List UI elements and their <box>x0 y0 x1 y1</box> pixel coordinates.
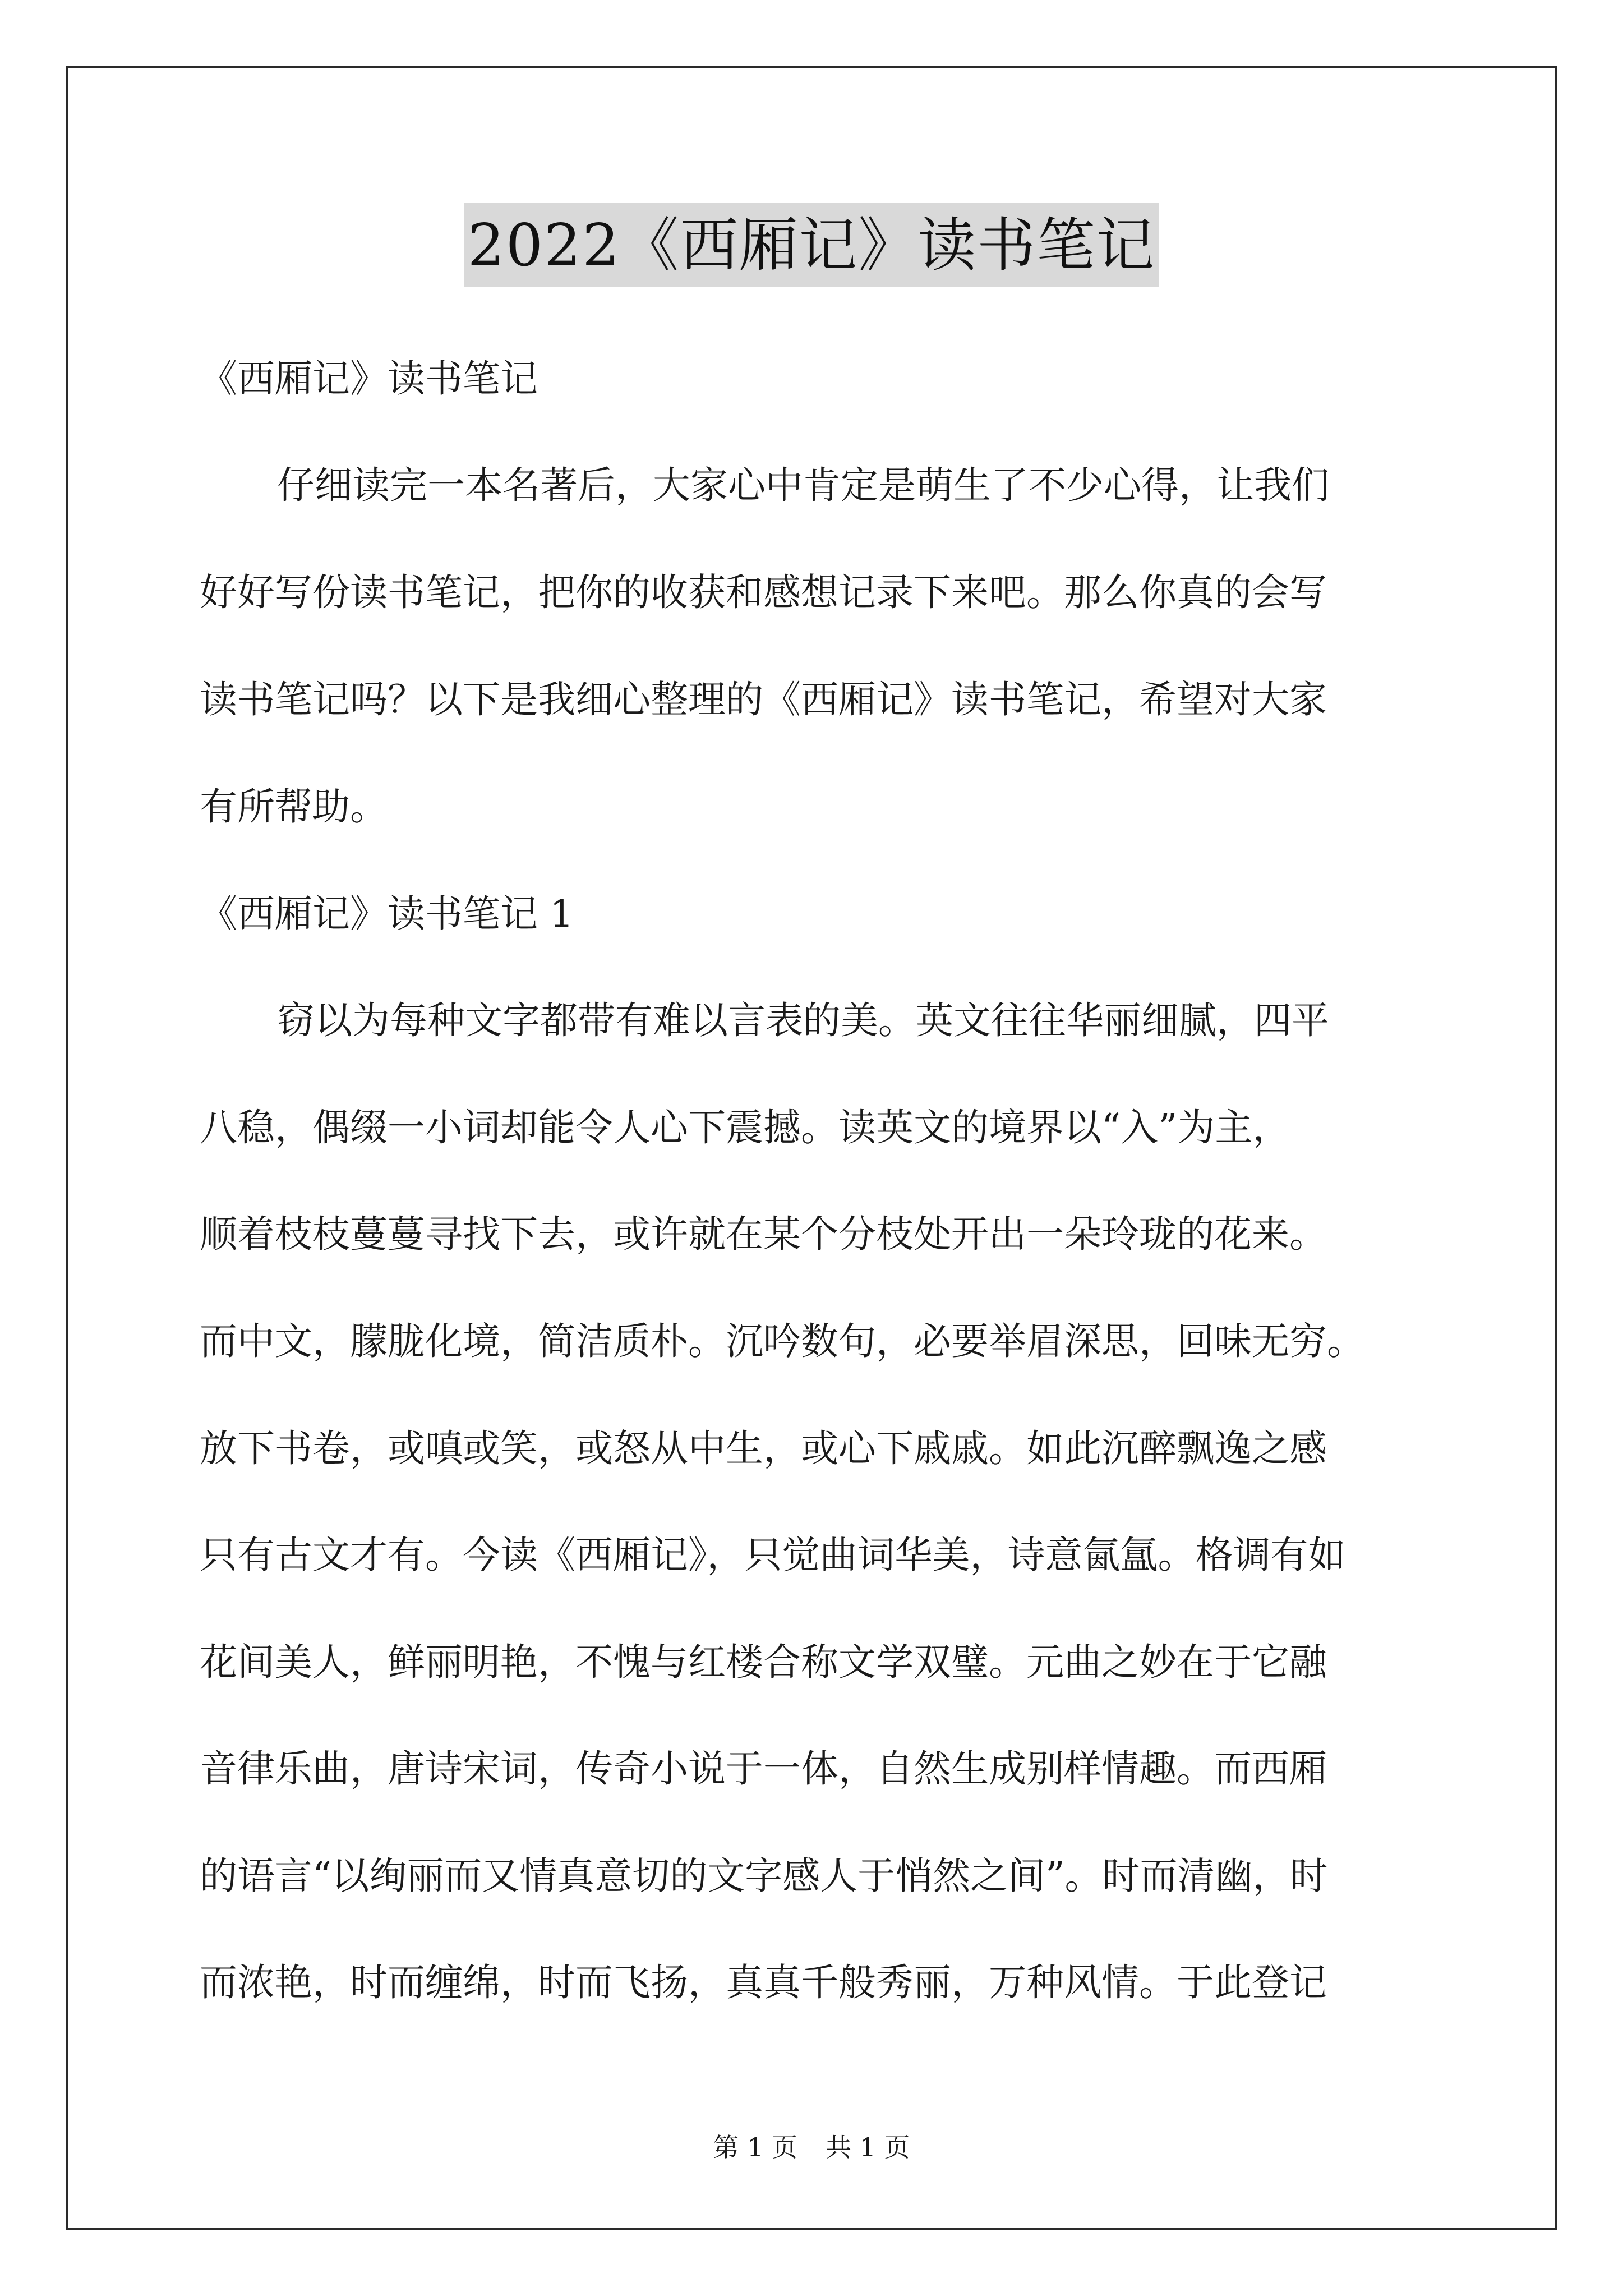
page-footer <box>0 2131 1623 2164</box>
body-line: 音律乐曲，唐诗宋词，传奇小说于一体，自然生成别样情趣。而西厢 <box>200 1747 1327 1791</box>
intro-line: 有所帮助。 <box>200 785 388 829</box>
body-line: 而中文，朦胧化境，简洁质朴。沉吟数句，必要举眉深思，回味无穷。 <box>200 1319 1364 1363</box>
intro-line: 仔细读完一本名著后，大家心中肯定是萌生了不少心得，让我们 <box>277 463 1329 507</box>
body-line: 放下书卷，或嗔或笑，或怒从中生，或心下戚戚。如此沉醉飘逸之感 <box>200 1427 1327 1470</box>
document-subtitle: 《西厢记》读书笔记 <box>200 357 538 401</box>
body-line: 花间美人，鲜丽明艳，不愧与红楼合称文学双璧。元曲之妙在于它融 <box>200 1640 1327 1684</box>
intro-line: 好好写份读书笔记，把你的收获和感想记录下来吧。那么你真的会写 <box>200 570 1327 614</box>
document-title: 2022《西厢记》读书笔记 <box>464 203 1159 287</box>
body-line: 而浓艳，时而缠绵，时而飞扬，真真千般秀丽，万种风情。于此登记 <box>200 1961 1327 2004</box>
title-container <box>0 203 1623 287</box>
page-total: 共 1 页 <box>826 2132 910 2162</box>
body-line: 只有古文才有。今读《西厢记》，只觉曲词华美，诗意氤氲。格调有如 <box>200 1533 1346 1577</box>
page-number: 第 1 页 <box>713 2132 797 2162</box>
body-line: 的语言“以绚丽而又情真意切的文字感人于悄然之间”。时而清幽，时 <box>200 1854 1328 1898</box>
body-line: 顺着枝枝蔓蔓寻找下去，或许就在某个分枝处开出一朵玲珑的花来。 <box>200 1212 1327 1256</box>
intro-line: 读书笔记吗？以下是我细心整理的《西厢记》读书笔记，希望对大家 <box>200 678 1327 721</box>
body-line: 八稳，偶缀一小词却能令人心下震撼。读英文的境界以“入”为主， <box>200 1106 1290 1149</box>
body-line: 窃以为每种文字都带有难以言表的美。英文往往华丽细腻，四平 <box>277 999 1329 1042</box>
section-heading: 《西厢记》读书笔记 1 <box>200 892 574 936</box>
